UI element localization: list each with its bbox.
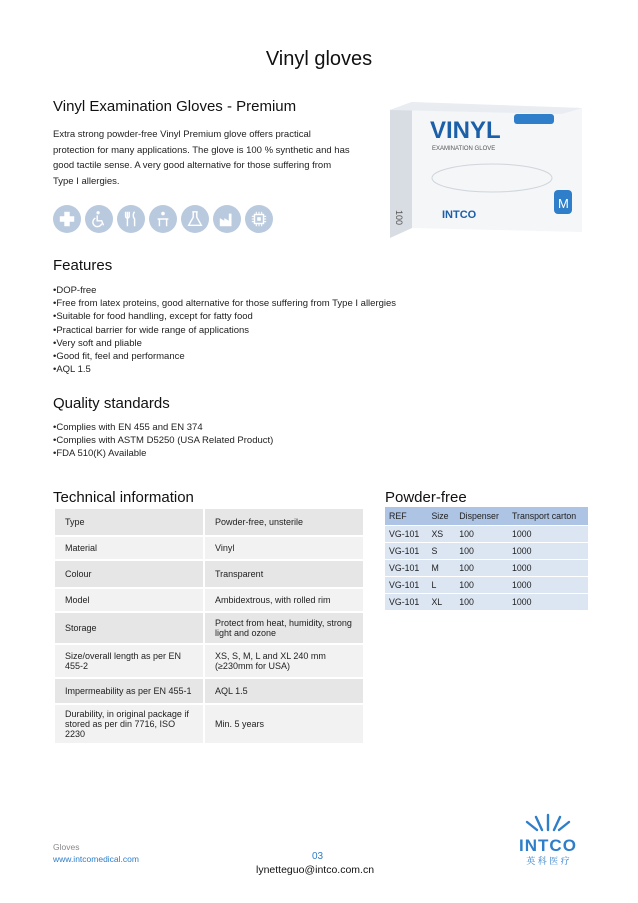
technical-heading: Technical information (53, 489, 194, 506)
column-header: Dispenser (455, 507, 508, 526)
cutlery-icon (117, 205, 145, 233)
table-cell: XS (427, 526, 455, 543)
table-cell: 100 (455, 526, 508, 543)
footer-email: lynetteguo@intco.com.cn (256, 864, 375, 876)
factory-icon (213, 205, 241, 233)
quality-list (53, 421, 273, 461)
table-row (385, 594, 588, 611)
list-item: • FDA 510(K) Available (53, 447, 273, 460)
table-row (54, 588, 364, 612)
logo-chinese-text: 英 科 医 疗 (526, 856, 570, 866)
tech-label: Material (54, 536, 204, 560)
tech-label: Size/overall length as per EN 455-2 (54, 644, 204, 678)
wheelchair-icon (85, 205, 113, 233)
logo-text: INTCO (519, 836, 577, 855)
list-item: • Practical barrier for wide range of applications (53, 324, 396, 337)
table-cell: 1000 (508, 526, 588, 543)
table-row (54, 704, 364, 744)
tech-value: Ambidextrous, with rolled rim (204, 588, 364, 612)
table-cell: 100 (455, 577, 508, 594)
table-row (54, 612, 364, 644)
features-list (53, 284, 396, 376)
table-cell: VG-101 (385, 577, 427, 594)
table-cell: 1000 (508, 560, 588, 577)
tech-value: Powder-free, unsterile (204, 508, 364, 536)
column-header: Size (427, 507, 455, 526)
footer-category: Gloves (53, 842, 80, 852)
table-row (385, 577, 588, 594)
list-item: • Good fit, feel and performance (53, 350, 396, 363)
list-item: • Very soft and pliable (53, 337, 396, 350)
page-number: 03 (312, 851, 324, 862)
list-item: • Suitable for food handling, except for fatty food (53, 310, 396, 323)
logo-rays-icon (523, 810, 573, 832)
table-cell: XL (427, 594, 455, 611)
tech-value: Transparent (204, 560, 364, 588)
table-cell: VG-101 (385, 560, 427, 577)
svg-text:M: M (558, 196, 569, 211)
tech-value: Vinyl (204, 536, 364, 560)
table-cell: VG-101 (385, 526, 427, 543)
column-header: Transport carton (508, 507, 588, 526)
powder-free-table (385, 507, 588, 610)
table-cell: L (427, 577, 455, 594)
feature-icons (53, 205, 273, 233)
product-box-image (382, 100, 586, 250)
powder-free-heading: Powder-free (385, 489, 467, 506)
list-item: • Complies with ASTM D5250 (USA Related Product) (53, 434, 273, 447)
product-subtitle: Vinyl Examination Gloves - Premium (53, 98, 297, 115)
quality-heading: Quality standards (53, 395, 170, 412)
table-cell: 100 (455, 543, 508, 560)
svg-text:VINYL: VINYL (430, 117, 501, 144)
svg-text:INTCO: INTCO (442, 209, 477, 221)
tech-value: Protect from heat, humidity, strong light and ozone (204, 612, 364, 644)
technical-table (53, 507, 365, 745)
product-description: Extra strong powder-free Vinyl Premium glove offers practical protection for many applications. The glove is 100 % synthetic and has good tactile sense. A very good alternative for those suffering from Type I allergies. (53, 129, 350, 187)
table-row (54, 508, 364, 536)
table-row (385, 526, 588, 543)
table-cell: S (427, 543, 455, 560)
table-cell: 1000 (508, 543, 588, 560)
table-header-row (385, 507, 588, 526)
tech-value: Min. 5 years (204, 704, 364, 744)
chip-icon (245, 205, 273, 233)
features-heading: Features (53, 257, 113, 274)
table-cell: VG-101 (385, 594, 427, 611)
column-header: REF (385, 507, 427, 526)
table-row (54, 560, 364, 588)
table-row (385, 560, 588, 577)
table-cell: 100 (455, 594, 508, 611)
svg-text:100: 100 (394, 210, 404, 226)
list-item: • Free from latex proteins, good alternative for those suffering from Type I allergies (53, 297, 396, 310)
list-item: • DOP-free (53, 284, 396, 297)
list-item: • AQL 1.5 (53, 363, 396, 376)
intco-logo (508, 810, 588, 867)
lab-flask-icon (181, 205, 209, 233)
table-cell: 100 (455, 560, 508, 577)
tech-label: Impermeability as per EN 455-1 (54, 678, 204, 704)
list-item: • Complies with EN 455 and EN 374 (53, 421, 273, 434)
tech-label: Storage (54, 612, 204, 644)
tech-label: Model (54, 588, 204, 612)
table-cell: VG-101 (385, 543, 427, 560)
table-row (54, 678, 364, 704)
table-cell: 1000 (508, 577, 588, 594)
page-title: Vinyl gloves (265, 48, 373, 70)
tech-label: Durability, in original package if stored as per din 7716, ISO 2230 (54, 704, 204, 744)
table-row (54, 536, 364, 560)
table-row (54, 644, 364, 678)
table-row (385, 543, 588, 560)
tech-label: Colour (54, 560, 204, 588)
tech-value: XS, S, M, L and XL 240 mm (≥230mm for USA) (204, 644, 364, 678)
medical-cross-icon (53, 205, 81, 233)
table-cell: M (427, 560, 455, 577)
svg-text:EXAMINATION GLOVE: EXAMINATION GLOVE (432, 146, 496, 152)
tech-value: AQL 1.5 (204, 678, 364, 704)
table-cell: 1000 (508, 594, 588, 611)
worker-icon (149, 205, 177, 233)
footer-website-link[interactable]: www.intcomedical.com (53, 854, 139, 864)
tech-label: Type (54, 508, 204, 536)
